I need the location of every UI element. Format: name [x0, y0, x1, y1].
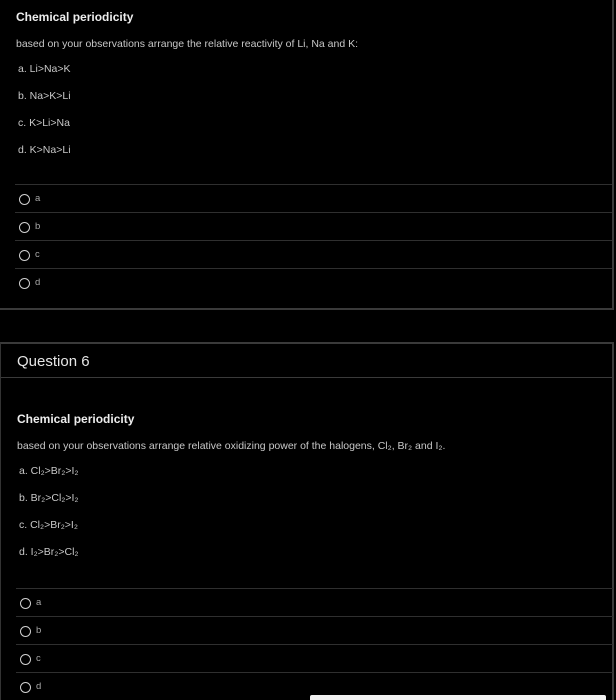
question-6-card [0, 342, 614, 700]
question-6-prompt: based on your observations arrange relative oxidizing power of the halogens, Cl₂, Br₂ and I₂. [17, 440, 446, 452]
question-6-option-c[interactable] [16, 644, 613, 672]
radio-icon[interactable] [19, 278, 30, 289]
radio-icon[interactable] [20, 626, 31, 637]
question-6-option-a[interactable] [16, 588, 613, 616]
question-6-title: Chemical periodicity [17, 412, 135, 426]
question-6-choice-a: a. Cl₂>Br₂>I₂ [19, 465, 79, 477]
option-label: d [35, 277, 41, 288]
option-label: d [36, 681, 42, 692]
question-5-choice-c: c. K>Li>Na [18, 117, 70, 129]
radio-icon[interactable] [19, 222, 30, 233]
option-label: c [35, 249, 40, 260]
option-label: a [36, 597, 42, 608]
question-6-header [1, 344, 613, 378]
question-5-choice-a: a. Li>Na>K [18, 63, 71, 75]
question-6-choice-d: d. I₂>Br₂>Cl₂ [19, 546, 79, 558]
question-5-option-b[interactable] [15, 212, 612, 240]
option-label: b [36, 625, 42, 636]
question-5-choice-d: d. K>Na>Li [18, 144, 71, 156]
radio-icon[interactable] [20, 682, 31, 693]
bottom-scroll-bar[interactable] [310, 695, 606, 700]
question-5-choice-b: b. Na>K>Li [18, 90, 71, 102]
question-5-option-d[interactable] [15, 268, 612, 296]
question-5-option-c[interactable] [15, 240, 612, 268]
question-5-title: Chemical periodicity [16, 10, 134, 24]
question-6-option-b[interactable] [16, 616, 613, 644]
radio-icon[interactable] [19, 194, 30, 205]
option-label: c [36, 653, 41, 664]
question-5-option-a[interactable] [15, 184, 612, 212]
question-5-prompt: based on your observations arrange the relative reactivity of Li, Na and K: [16, 38, 359, 50]
radio-icon[interactable] [20, 598, 31, 609]
question-6-choice-b: b. Br₂>Cl₂>I₂ [19, 492, 79, 504]
option-label: b [35, 221, 41, 232]
question-6-heading: Question 6 [17, 353, 90, 370]
radio-icon[interactable] [20, 654, 31, 665]
question-6-choice-c: c. Cl₂>Br₂>I₂ [19, 519, 78, 531]
option-label: a [35, 193, 41, 204]
radio-icon[interactable] [19, 250, 30, 261]
question-5-card [0, 0, 614, 310]
